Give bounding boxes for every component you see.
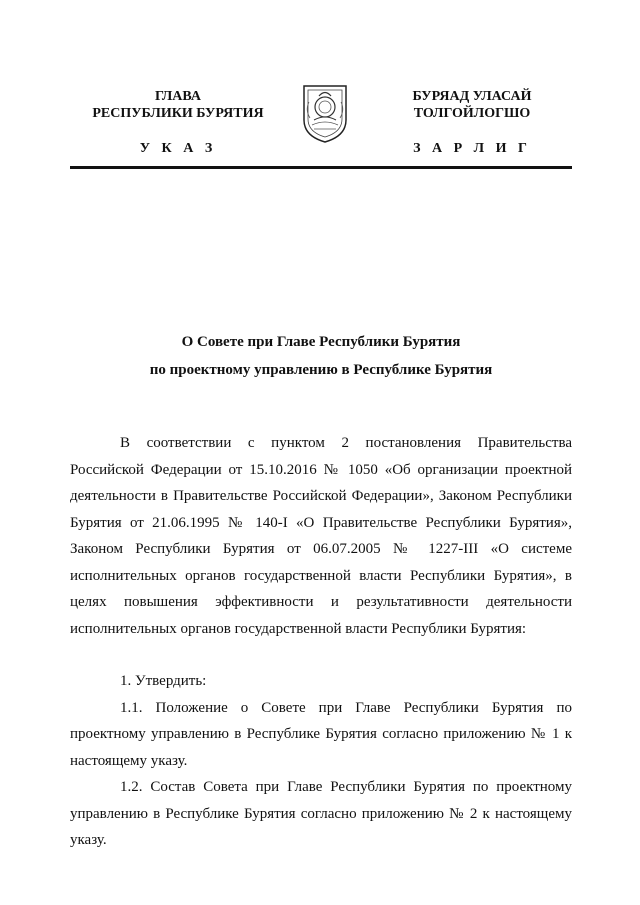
header-left-line1: ГЛАВА — [155, 89, 201, 104]
document-body — [70, 430, 572, 854]
document-title — [70, 328, 572, 384]
title-line1: О Совете при Главе Республики Бурятия — [181, 334, 461, 350]
item-1-1: 1.1. Положение о Совете при Главе Республики Бурятия по проектному управлению в Республике Бурятия согласно приложению № 1 к настоящему указу. — [70, 699, 572, 769]
title-line2: по проектному управлению в Республике Бурятия — [149, 362, 493, 378]
header-right-doc-type: З А Р Л И Г — [413, 141, 531, 156]
header-right-line2: ТОЛГОЙЛОГШО — [413, 106, 531, 121]
preamble-paragraph: В соответствии с пунктом 2 постановления Правительства Российской Федерации от 15.10.2016 № 1050 «Об организации проектной деятельности в Правительстве Российской Федерации», Законом Республики Бурятия от 21.06.1995 № 140-I «О Правительстве Республики Бурятия», Законом Республики Бурятия от 06.07.2005 № 1227-III «О системе исполнительных органов государственной власти Республики Бурятия», в целях повышения эффективности и результативности деятельности исполнительных органов государственной власти Республики Бурятия: — [70, 435, 572, 637]
header-left-block — [68, 88, 288, 157]
header-left-doc-type: У К А З — [139, 141, 217, 156]
header-left-line2: РЕСПУБЛИКИ БУРЯТИЯ — [92, 106, 264, 121]
coat-of-arms-icon — [300, 80, 350, 144]
item-1: 1. Утвердить: — [120, 673, 207, 689]
header-divider — [70, 166, 572, 169]
item-1-2: 1.2. Состав Совета при Главе Республики Бурятия по проектному управлению в Республике Бурятия согласно приложению № 2 к настоящему указу. — [70, 779, 572, 848]
header-right-block — [372, 88, 572, 157]
header-right-line1: БУРЯАД УЛАСАЙ — [412, 89, 532, 104]
